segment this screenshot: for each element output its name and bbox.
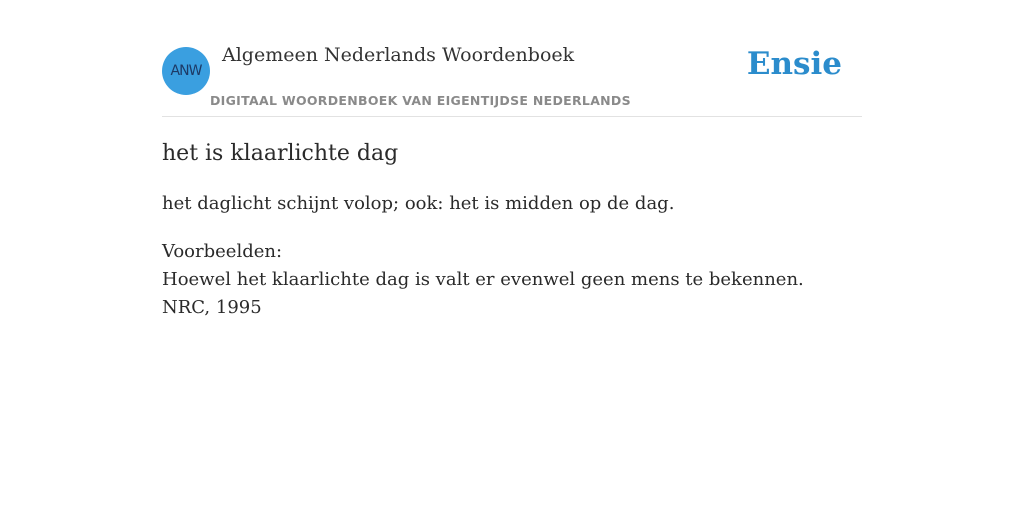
site-tagline: DIGITAAL WOORDENBOEK VAN EIGENTIJDSE NEDERLANDS (210, 93, 631, 108)
site-title[interactable]: Algemeen Nederlands Woordenboek (222, 44, 575, 66)
site-header (162, 0, 862, 117)
anw-logo[interactable]: ANW (162, 47, 210, 95)
entry-title: het is klaarlichte dag (162, 141, 399, 166)
ensie-brand-link[interactable]: Ensie (746, 46, 842, 82)
examples-label: Voorbeelden: (162, 241, 283, 262)
example-sentence: Hoewel het klaarlichte dag is valt er evenwel geen mens te bekennen. (162, 269, 804, 290)
examples-block (162, 238, 862, 322)
example-source: NRC, 1995 (162, 297, 262, 318)
entry-content (162, 138, 862, 322)
entry-definition: het daglicht schijnt volop; ook: het is midden op de dag. (162, 193, 675, 214)
